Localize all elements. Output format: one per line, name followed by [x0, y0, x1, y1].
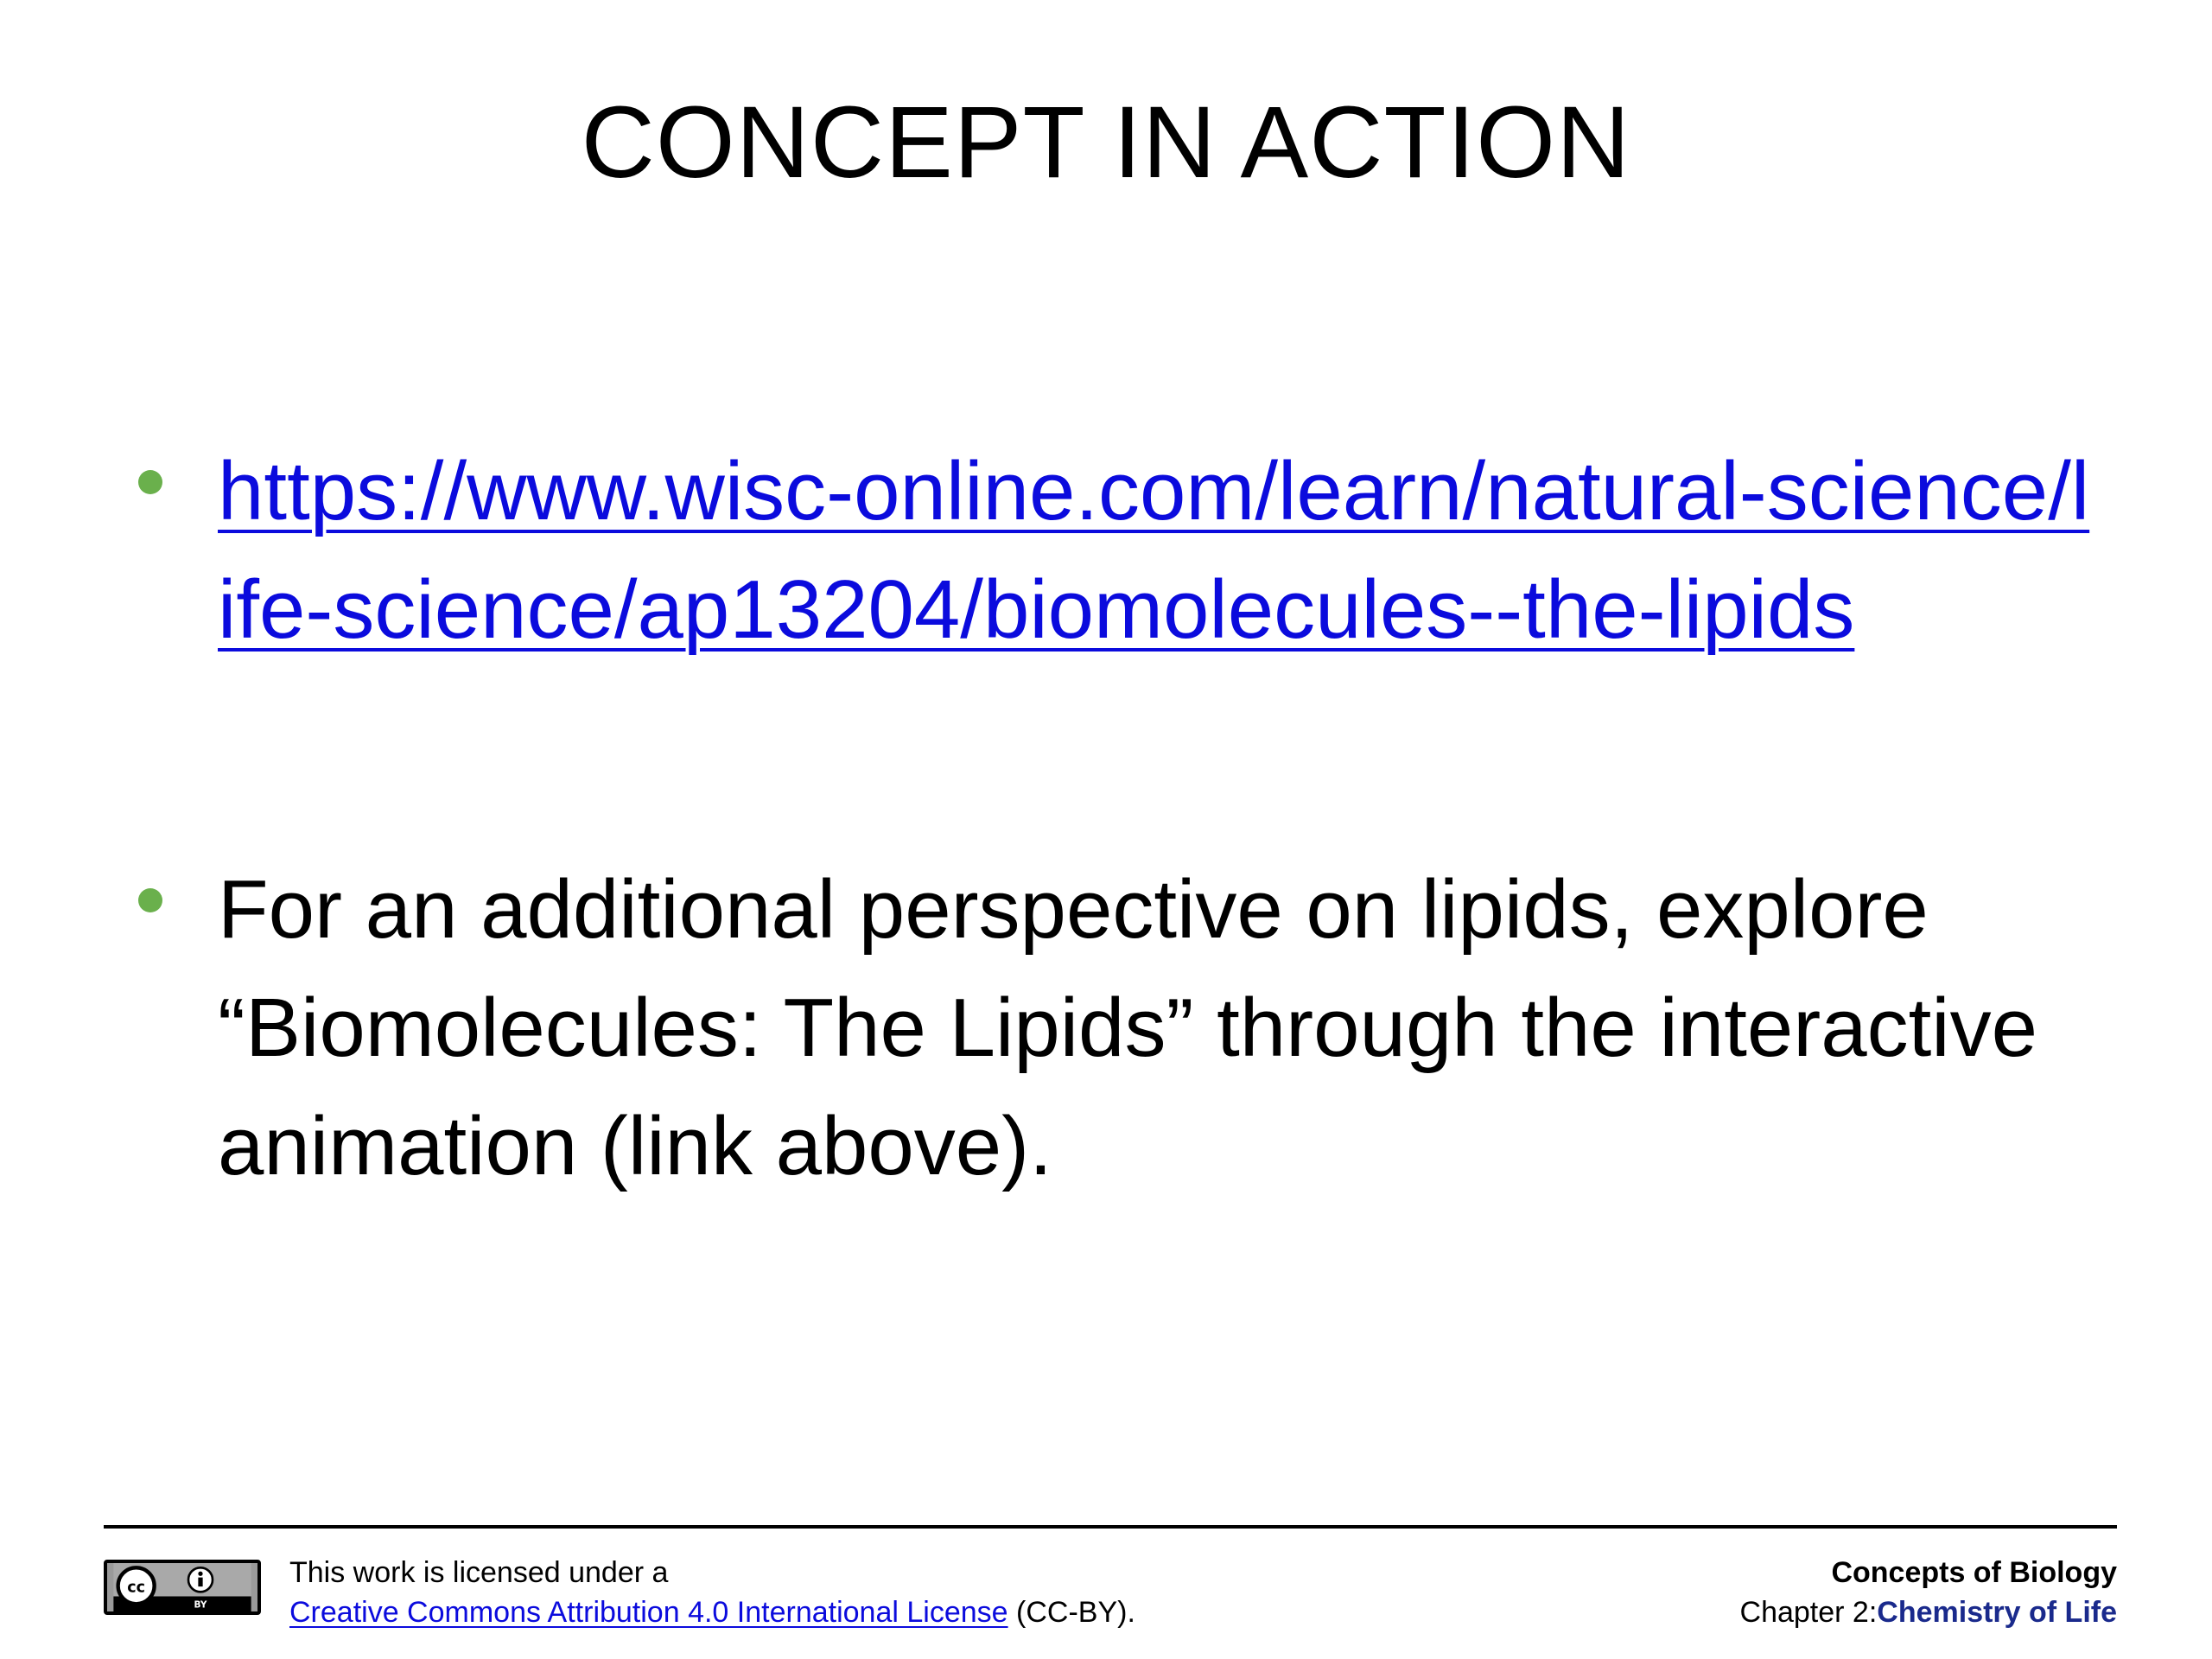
chapter-line: [1740, 1592, 2117, 1632]
bullet-dot-icon: [138, 888, 162, 912]
bullet-item-description: [130, 850, 2100, 1205]
cc-by-license-icon: [104, 1560, 261, 1615]
book-title: Concepts of Biology: [1831, 1556, 2117, 1589]
chapter-name: Chemistry of Life: [1877, 1596, 2117, 1629]
by-label: BY: [194, 1599, 207, 1611]
license-line-2: [289, 1592, 1135, 1632]
cc-label: cc: [127, 1579, 145, 1597]
bullet-list: [130, 432, 2100, 1205]
wisc-online-link[interactable]: https://www.wisc-online.com/learn/natural-science/life-science/ap13204/biomolecules--the-lipids: [218, 445, 2090, 656]
license-notice: [289, 1553, 1135, 1632]
bullet-dot-icon: [138, 470, 162, 494]
slide-title: CONCEPT IN ACTION: [581, 86, 1631, 200]
footer-divider: [104, 1525, 2117, 1529]
license-suffix: (CC-BY).: [1007, 1596, 1135, 1629]
bullet-item-link: [130, 432, 2100, 669]
license-line-1: This work is licensed under a: [289, 1556, 669, 1589]
cc-license-link[interactable]: Creative Commons Attribution 4.0 International License: [289, 1596, 1008, 1629]
chapter-prefix: Chapter 2:: [1739, 1596, 1878, 1629]
book-info: [1740, 1553, 2117, 1632]
bullet-description-text: For an additional perspective on lipids, explore “Biomolecules: The Lipids” through the interactive animation (link above).: [218, 863, 2037, 1192]
